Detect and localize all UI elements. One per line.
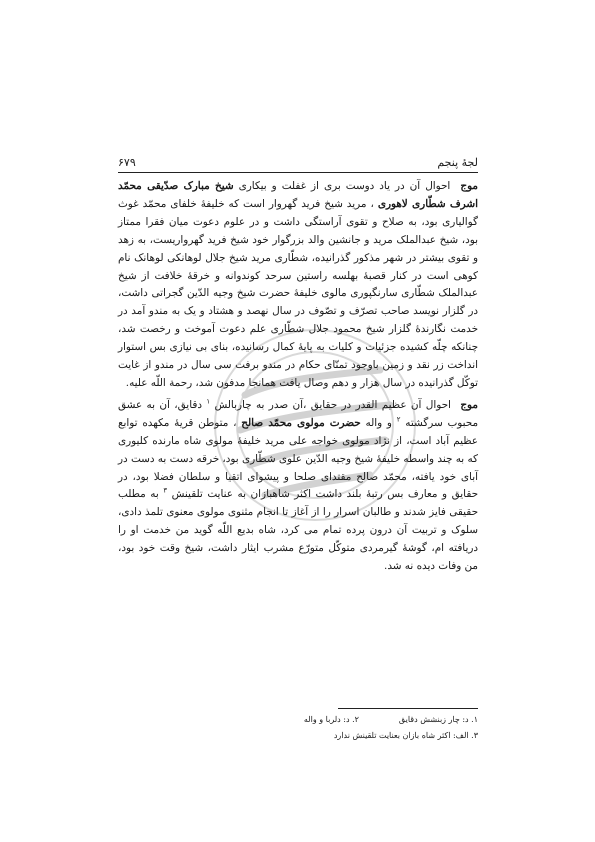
entry-text: احوال آن عظیم القدر در حقایق ،آن صدر به چاربالش [210, 398, 451, 411]
chapter-title: لجۀ پنجم [437, 156, 478, 169]
footnote: ۳. الف: اکثر شاه بازان بعنایت تلقینش ندارد [333, 731, 478, 740]
person-name: شیخ مبارک صدّیقی محمّد اشرف شطّاری لاهوری [118, 180, 478, 210]
running-header [118, 153, 478, 169]
footnotes [118, 712, 478, 744]
entry-text: به مطلب حقیقی فایز شدند و طالبان اسرار را از آغاز تا انجام مثنوی مولوی معنوی تلمذ دادی، سلوک و تربیت آن درون پرده تمام می کرد، شاه بدیع اللّه گوید من خدمت او را دریافته ام، گوشۀ گیرمردی متوکّل متورّع مشرب ایثار داشت، شیخ وقت خود بود، من وفات دیده نه شد. [118, 488, 478, 573]
main-text [118, 178, 478, 580]
entry-paragraph [118, 397, 478, 576]
entry-heading: موج [460, 398, 478, 411]
entry-text: ، متوطن قریۀ مکهده توابع عظیم آباد است، از نژاد مولوی خواجه علی مرید خلیفۀ مولوی شاه مارنده کلیوری که به چند واسطه خلیفۀ شیخ وجیه الدّین علوی شطّاری بود، خرقه دست به دست در آبای خود یافته، محمّد صالح مقتدای صلحا و پیشوای اتقیا و سلطان فضلا بود، در حقایق و معارف بس رتبۀ بلند داشت اکثر شاهبازان به عنایت تلقینش [118, 416, 478, 501]
footnote: ۱. د: چار زبنشش دقایق [398, 715, 478, 724]
entry-text: و واله [360, 416, 392, 429]
entry-text: احوال آن در یاد دوست بری از غفلت و بیکاری [233, 180, 451, 192]
person-name: حضرت مولوی محمّد صالح [241, 416, 361, 429]
entry-paragraph [118, 178, 478, 393]
page-number: ۶۷۹ [118, 156, 136, 169]
entry-heading: موج [460, 180, 479, 192]
footnote-row [118, 712, 478, 728]
entry-text: دقایق، آن به عشق محبوب سرگشته [118, 398, 479, 429]
header-rule [118, 172, 478, 173]
entry-text: ، مرید شیخ فرید گهروار است که خلیفۀ خلفای محمّد غوث گوالیاری بود، به صلاح و تقوی آراستگی داشت و در علوم دعوت میان فقرا ممتاز بود، شیخ عبدالملک مرید و جانشین والد بزرگوار خود شیخ فرید گهرواریست، به زهد و تقوی بیشتر در شهر مذکور گذرانیده، شطّاری مرید شیخ جلال لوهانکی لوهانک نام کوهی است در کنار قصبۀ بهلسه راستین سرحد کوندوانه و خرقۀ خلافت از شیخ عبدالملک شطّاری سارنگپوری مالوی خلیفۀ حضرت شیخ وجیه الدّین گجراتی داشت، در گلزار نویسد صاحب تصرّف و تصّوف در سال نهصد و هشتاد و یک به مندو آمد در خدمت نگارندۀ گلزار شیخ محمود جلال شطّاری علم دعوت آموخت و رخصت شد، چنانکه چلّه کشیده جزئیات و کلیات به پایۀ کمال رسانیده، بنای بی نیازی بس استوار انداخت زر نقد و زمین باوجود تمنّای حکام در مندو برفت سی سال در مندو از غایت توکّل گذرانیده در سال هزار و دهم وصال یافت همانجا مدفون شد، رحمة اللّه علیه. [118, 197, 478, 389]
footnote-marker: ۱ [206, 397, 211, 406]
footnote: ۲. د: دلربا و واله [303, 715, 359, 724]
footnote-marker: ۳ [163, 486, 168, 495]
footnote-row [118, 728, 478, 744]
footnote-marker: ۲ [396, 415, 401, 424]
footnote-rule [338, 708, 478, 709]
